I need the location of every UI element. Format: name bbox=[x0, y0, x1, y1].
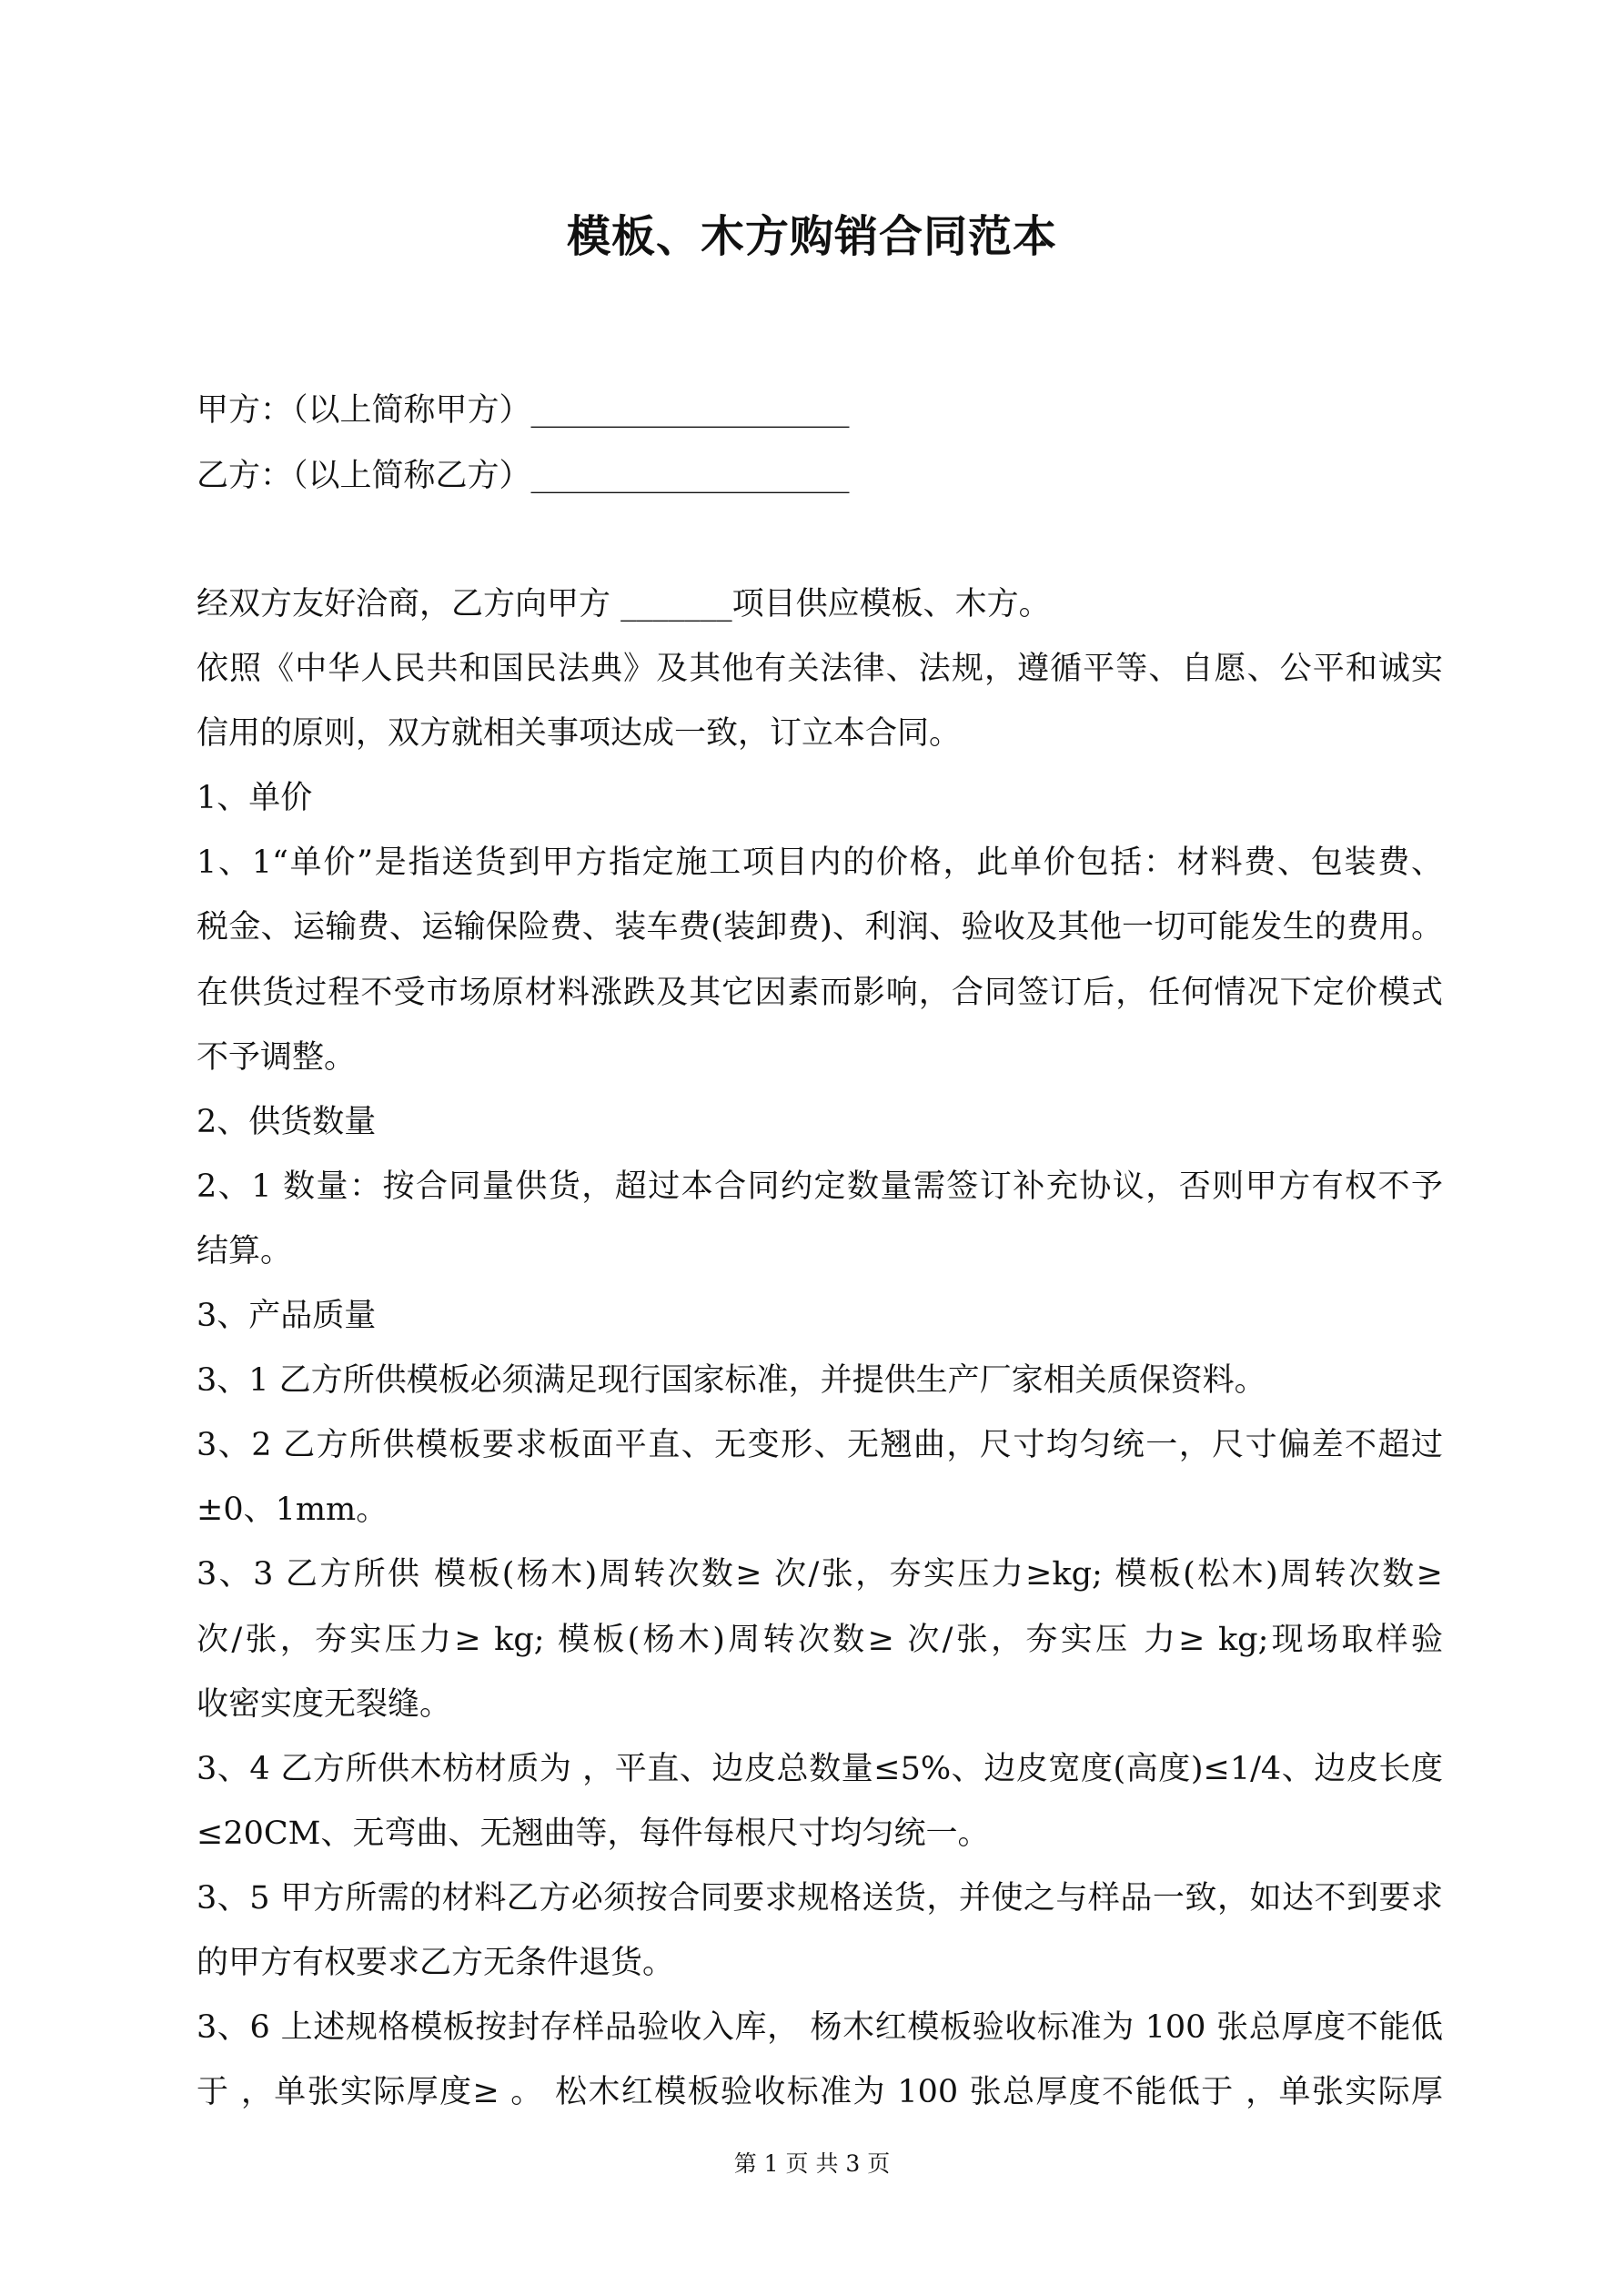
page-number-footer: 第 1 页 共 3 页 bbox=[733, 2150, 891, 2177]
section-heading: 2、供货数量 bbox=[197, 1103, 377, 1140]
section-heading: 3、产品质量 bbox=[197, 1298, 377, 1335]
document-title: 模板、木方购销合同范本 bbox=[566, 211, 1057, 262]
text-line: 收密实度无裂缝。 bbox=[197, 1685, 452, 1723]
text-line: 于 ，单张实际厚度≥ 。 松木红模板验收标准为 100 张总厚度不能低于 ，单张实际厚 bbox=[197, 2074, 1443, 2111]
text-line: 不予调整。 bbox=[197, 1038, 357, 1076]
text-line: 3、2 乙方所供模板要求板面平直、无变形、无翘曲，尺寸均匀统一，尺寸偏差不超过 bbox=[197, 1427, 1443, 1464]
text-line: 3、3 乙方所供 模板(杨木)周转次数≥ 次/张，夯实压力≥kg; 模板(松木)周转次数≥ bbox=[197, 1556, 1443, 1593]
party-a-line: 甲方：（以上简称甲方）____________________ bbox=[197, 392, 850, 429]
text-line: 1、1“单价”是指送货到甲方指定施工项目内的价格，此单价包括：材料费、包装费、 bbox=[197, 845, 1443, 882]
text-line: 3、5 甲方所需的材料乙方必须按合同要求规格送货，并使之与样品一致，如达不到要求 bbox=[197, 1879, 1443, 1917]
text-line: 在供货过程不受市场原材料涨跌及其它因素而影响，合同签订后，任何情况下定价模式 bbox=[197, 974, 1443, 1011]
text-line: 税金、运输费、运输保险费、装车费(装卸费)、利润、验收及其他一切可能发生的费用。 bbox=[197, 909, 1443, 946]
text-line: 依照《中华人民共和国民法典》及其他有关法律、法规，遵循平等、自愿、公平和诚实 bbox=[197, 651, 1443, 688]
text-line: ±0、1mm。 bbox=[197, 1492, 388, 1529]
contract-body bbox=[197, 572, 1443, 2125]
section-heading: 1、单价 bbox=[197, 780, 313, 817]
text-line: 的甲方有权要求乙方无条件退货。 bbox=[197, 1944, 675, 1981]
text-line: 2、1 数量：按合同量供货，超过本合同约定数量需签订补充协议，否则甲方有权不予 bbox=[197, 1168, 1443, 1205]
text-line: 经双方友好洽商，乙方向甲方 _______项目供应模板、木方。 bbox=[197, 586, 1051, 622]
text-line: 3、6 上述规格模板按封存样品验收入库， 杨木红模板验收标准为 100 张总厚度不能低 bbox=[197, 2009, 1443, 2047]
text-line: 结算。 bbox=[197, 1232, 293, 1269]
text-line: 3、1 乙方所供模板必须满足现行国家标准，并提供生产厂家相关质保资料。 bbox=[197, 1362, 1266, 1400]
text-line: 3、4 乙方所供木枋材质为 ，平直、边皮总数量≤5%、边皮宽度(高度)≤1/4、边皮长度 bbox=[197, 1750, 1443, 1787]
party-b-line: 乙方：（以上简称乙方）____________________ bbox=[197, 458, 850, 494]
text-line: 信用的原则，双方就相关事项达成一致，订立本合同。 bbox=[197, 715, 962, 753]
text-line: ≤20CM、无弯曲、无翘曲等，每件每根尺寸均匀统一。 bbox=[197, 1815, 990, 1852]
text-line: 次/张，夯实压力≥ kg; 模板(杨木)周转次数≥ 次/张，夯实压 力≥ kg;现场取样验 bbox=[197, 1621, 1443, 1658]
